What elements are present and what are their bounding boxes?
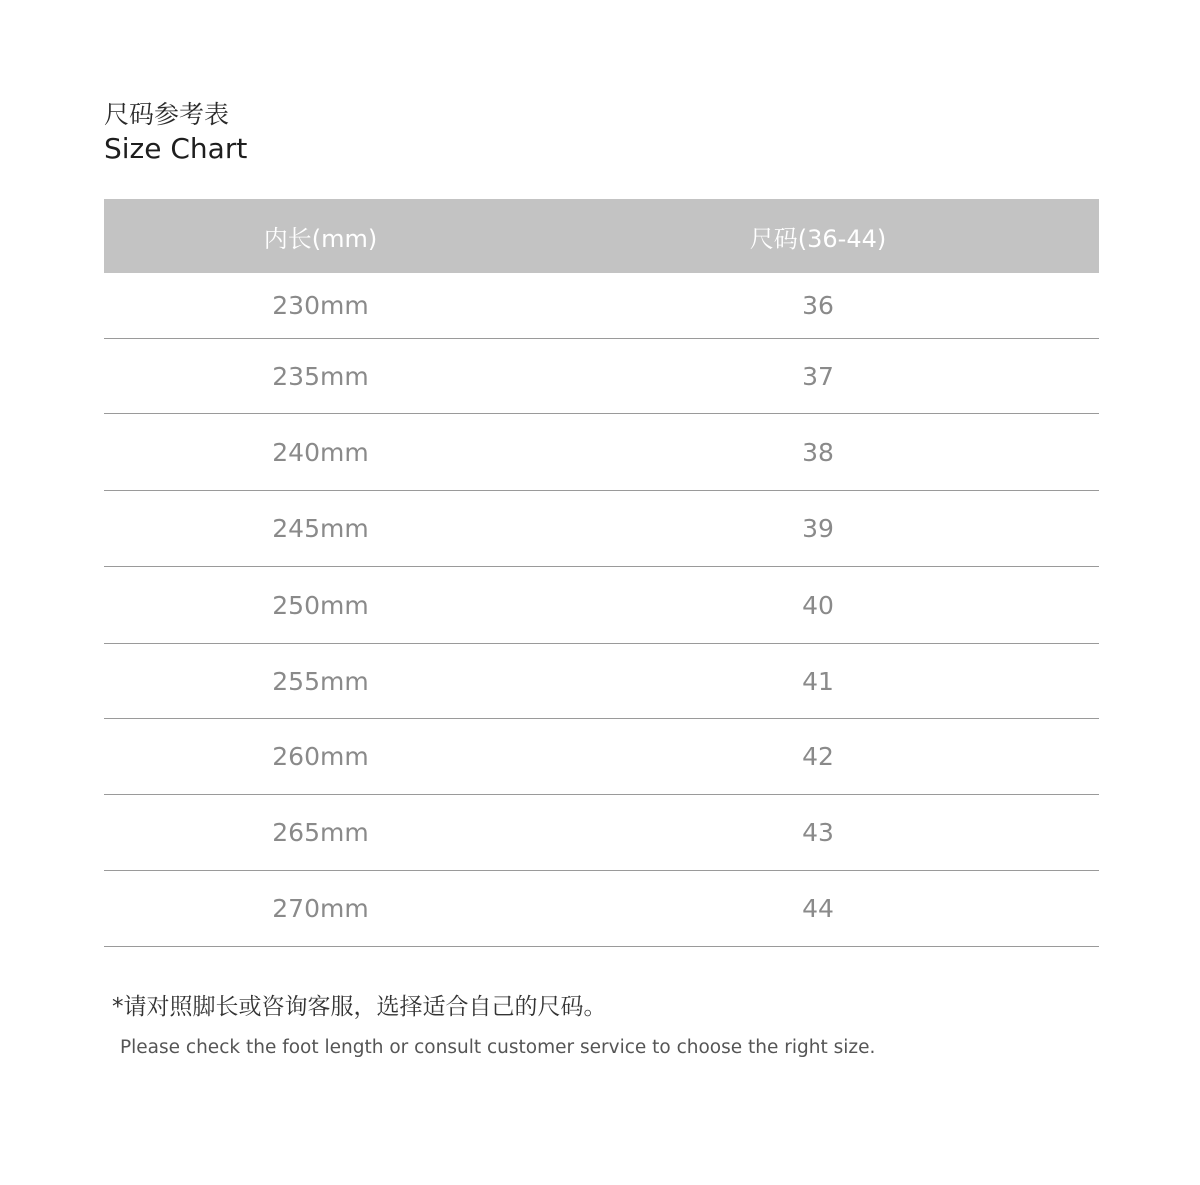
cell-size: 40 [802, 590, 834, 620]
title-block [104, 98, 247, 166]
cell-inner-length: 230mm [272, 291, 369, 320]
cell-inner-length: 270mm [272, 894, 369, 923]
page-title-zh: 尺码参考表 [104, 100, 230, 129]
header-inner-length: 内长(mm) [263, 224, 378, 253]
cell-inner-length: 260mm [272, 742, 369, 771]
cell-inner-length: 240mm [272, 437, 369, 467]
table-row [104, 719, 1099, 795]
page-title-en: Size Chart [104, 132, 248, 165]
cell-size: 37 [802, 361, 834, 391]
table-row [104, 339, 1099, 414]
cell-size: 42 [802, 742, 834, 771]
cell-inner-length: 245mm [272, 514, 369, 543]
table-row [104, 414, 1099, 491]
note-en: Please check the foot length or consult customer service to choose the right size. [120, 1037, 876, 1058]
cell-size: 36 [802, 291, 834, 320]
table-row [104, 491, 1099, 567]
cell-size: 41 [802, 666, 834, 696]
cell-inner-length: 235mm [272, 361, 369, 391]
note-zh: *请对照脚长或咨询客服，选择适合自己的尺码。 [112, 994, 607, 1020]
header-size: 尺码(36-44) [749, 224, 887, 253]
cell-inner-length: 250mm [272, 590, 369, 620]
table-row [104, 871, 1099, 947]
table-row [104, 644, 1099, 719]
cell-inner-length: 265mm [272, 818, 369, 847]
cell-size: 38 [802, 437, 834, 467]
table-row [104, 795, 1099, 871]
table-header-row [104, 199, 1099, 273]
size-note [112, 990, 876, 1058]
cell-size: 43 [802, 818, 834, 847]
table-row [104, 273, 1099, 339]
table-row [104, 567, 1099, 644]
size-table [104, 199, 1099, 947]
cell-inner-length: 255mm [272, 666, 369, 696]
cell-size: 39 [802, 514, 834, 543]
cell-size: 44 [802, 894, 834, 923]
